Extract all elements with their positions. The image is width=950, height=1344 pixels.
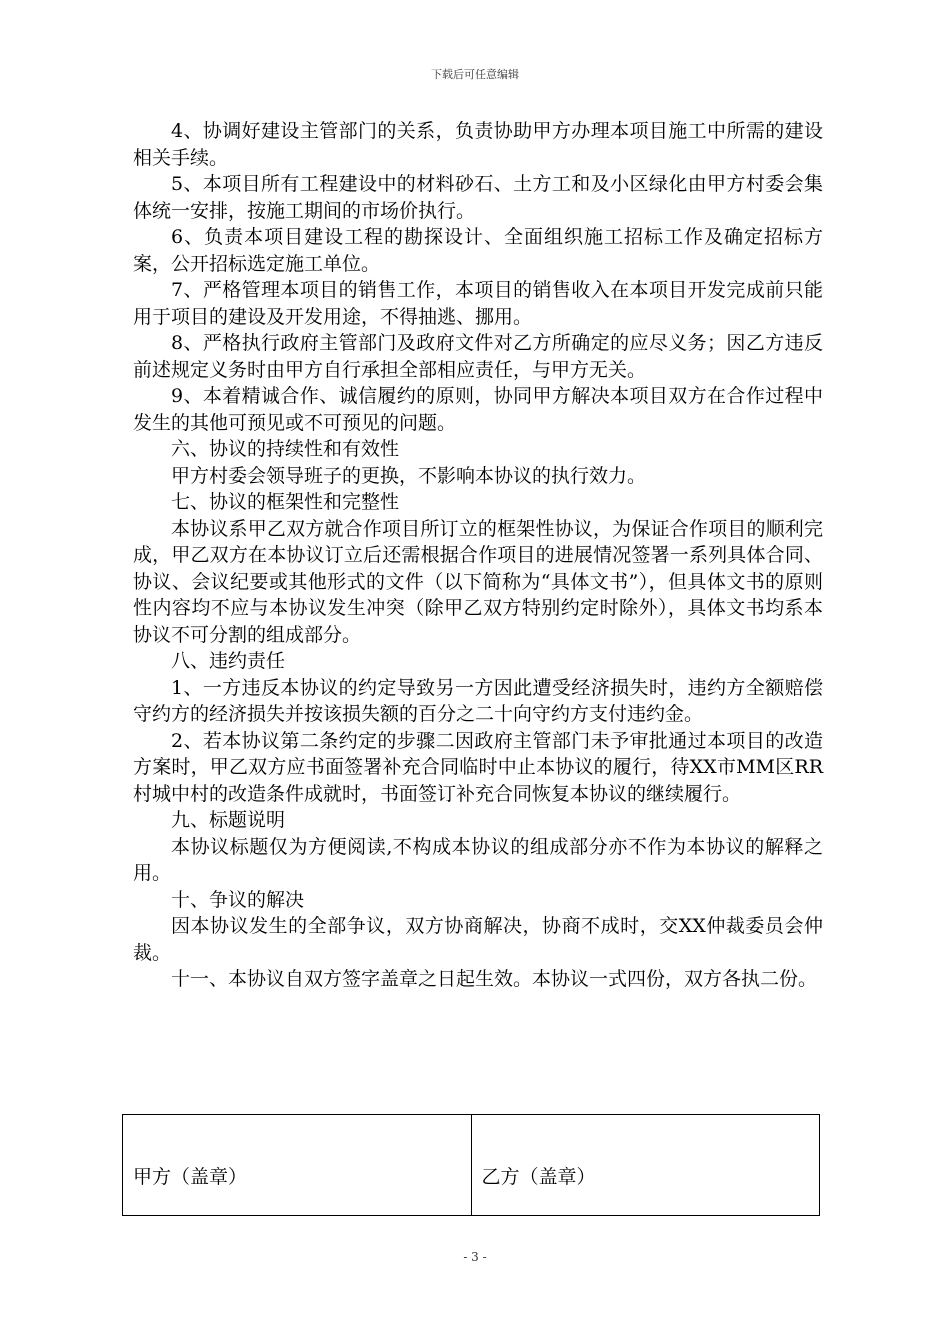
paragraph: 9、本着精诚合作、诚信履约的原则，协同甲方解决本项目双方在合作过程中发生的其他可预见或不可预见的问题。 <box>133 385 823 434</box>
document-body <box>133 118 823 993</box>
section-heading: 十、争议的解决 <box>171 888 305 911</box>
section-heading: 八、违约责任 <box>171 650 286 672</box>
paragraph: 4、协调好建设主管部门的关系，负责协助甲方办理本项目施工中所需的建设相关手续。 <box>133 120 823 169</box>
paragraph: 甲方村委会领导班子的更换，不影响本协议的执行效力。 <box>171 464 647 487</box>
paragraph: 2、若本协议第二条约定的步骤二因政府主管部门未予审批通过本项目的改造方案时，甲乙双方应书面签署补充合同临时中止本协议的履行，待XX市MM区RR村城中村的改造条件成就时，书面签订补充合同恢复本协议的继续履行。 <box>133 729 823 805</box>
paragraph: 本协议系甲乙双方就合作项目所订立的框架性协议，为保证合作项目的顺利完成，甲乙双方在本协议订立后还需根据合作项目的进展情况签署一系列具体合同、协议、会议纪要或其他形式的文件（以下简称为“具体文书”），但具体文书的原则性内容均不应与本协议发生冲突（除甲乙双方特别约定时除外），具体文书均系本协议不可分割的组成部分。 <box>133 517 823 646</box>
party-b-seal-cell <box>471 1115 820 1216</box>
section-heading: 九、标题说明 <box>171 809 286 831</box>
section-heading: 六、协议的持续性和有效性 <box>171 438 400 460</box>
paragraph: 7、严格管理本项目的销售工作，本项目的销售收入在本项目开发完成前只能用于项目的建设及开发用途，不得抽逃、挪用。 <box>133 279 823 328</box>
paragraph: 1、一方违反本协议的约定导致另一方因此遭受经济损失时，违约方全额赔偿守约方的经济损失并按该损失额的百分之二十向守约方支付违约金。 <box>133 676 823 725</box>
party-a-seal-cell <box>123 1115 472 1216</box>
page-number: - 3 - <box>463 1250 487 1264</box>
paragraph: 因本协议发生的全部争议，双方协商解决，协商不成时，交XX仲裁委员会仲裁。 <box>133 915 823 964</box>
party-b-label: 乙方（盖章） <box>481 1166 596 1188</box>
paragraph: 十一、本协议自双方签字盖章之日起生效。本协议一式四份，双方各执二份。 <box>171 968 818 990</box>
page-header: 下载后可任意编辑 <box>431 68 519 81</box>
signature-table <box>122 1114 820 1216</box>
paragraph: 6、负责本项目建设工程的勘探设计、全面组织施工招标工作及确定招标方案，公开招标选定施工单位。 <box>133 226 823 275</box>
paragraph: 8、严格执行政府主管部门及政府文件对乙方所确定的应尽义务；因乙方违反前述规定义务时由甲方自行承担全部相应责任，与甲方无关。 <box>133 332 823 381</box>
paragraph: 本协议标题仅为方便阅读,不构成本协议的组成部分亦不作为本协议的解释之用。 <box>133 835 823 884</box>
paragraph: 5、本项目所有工程建设中的材料砂石、土方工和及小区绿化由甲方村委会集体统一安排，按施工期间的市场价执行。 <box>133 173 823 222</box>
section-heading: 七、协议的框架性和完整性 <box>171 491 400 513</box>
party-a-label: 甲方（盖章） <box>133 1166 248 1188</box>
